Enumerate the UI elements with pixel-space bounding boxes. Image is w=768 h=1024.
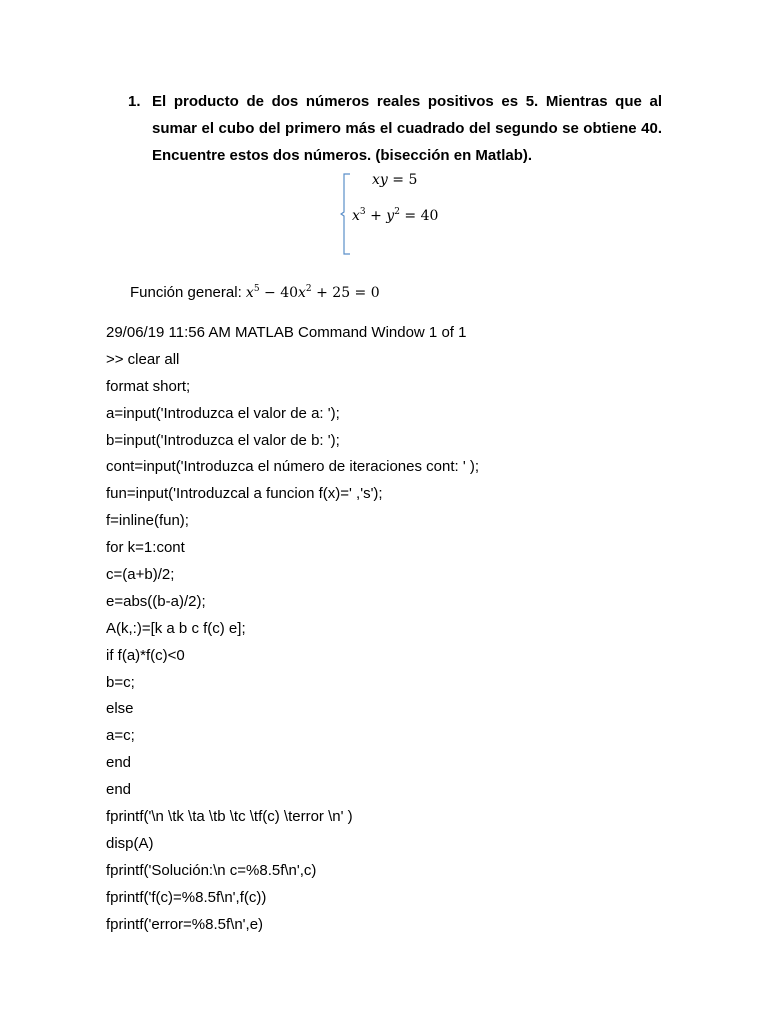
code-line: disp(A)	[106, 834, 154, 852]
general-exp1: 5	[253, 284, 260, 294]
eq2-y-exp: 2	[394, 207, 400, 217]
code-line: fprintf('\n \tk \ta \tb \tc \tf(c) \terror \n' )	[106, 808, 353, 826]
eq2-x-exp: 3	[359, 207, 366, 217]
eq1-rhs: 5	[408, 172, 418, 188]
code-line: else	[106, 700, 134, 718]
equation-system	[340, 170, 500, 260]
code-line: cont=input('Introduzca el número de iteraciones cont: ' );	[106, 458, 480, 476]
code-line: format short;	[106, 377, 191, 395]
code-line: A(k,:)=[k a b c f(c) e];	[106, 619, 246, 637]
code-line: a=c;	[106, 727, 135, 745]
code-line: end	[106, 754, 132, 772]
code-line: c=(a+b)/2;	[106, 566, 175, 584]
code-line: fprintf('Solución:\n c=%8.5f\n',c)	[106, 861, 317, 879]
general-x1: x	[245, 285, 254, 301]
general-equation	[246, 285, 380, 301]
eq2-op: =	[404, 208, 417, 224]
code-line: e=abs((b-a)/2);	[106, 592, 206, 610]
code-line: >> clear all	[106, 350, 180, 368]
code-line: b=input('Introduzca el valor de b: ');	[106, 431, 340, 449]
general-label: Función general:	[130, 284, 242, 301]
eq2-rhs: 40	[420, 208, 439, 224]
code-line: a=input('Introduzca el valor de a: ');	[106, 404, 340, 422]
general-function	[130, 284, 380, 301]
problem-text: El producto de dos números reales positivos es 5. Mientras que al sumar el cubo del primero más el cuadrado del segundo se obtiene 40. Encuentre estos dos números. (bisección en Matlab).	[152, 93, 662, 164]
problem-number: 1.	[128, 93, 141, 110]
code-line: fprintf('f(c)=%8.5f\n',f(c))	[106, 888, 267, 906]
code-line: b=c;	[106, 673, 135, 691]
matlab-code-block	[106, 320, 479, 938]
code-line: end	[106, 781, 132, 799]
general-rest: + 25 = 0	[311, 285, 380, 301]
eq1-op: =	[392, 172, 404, 188]
general-minus: − 40	[259, 285, 299, 301]
general-exp2: 2	[305, 284, 312, 294]
eq2-y: y	[386, 208, 395, 224]
code-line: f=inline(fun);	[106, 512, 189, 530]
code-line: if f(a)*f(c)<0	[106, 646, 185, 664]
equation-1	[372, 172, 417, 188]
eq2-x: x	[352, 208, 360, 224]
code-line: fun=input('Introduzcal a funcion f(x)=' ,'s');	[106, 485, 383, 503]
command-window-header: 29/06/19 11:56 AM MATLAB Command Window 1 of 1	[106, 324, 467, 341]
equation-2	[352, 208, 438, 224]
eq2-plus: +	[370, 208, 382, 224]
code-line: for k=1:cont	[106, 539, 185, 557]
code-line: fprintf('error=%8.5f\n',e)	[106, 915, 264, 933]
eq1-lhs: xy	[372, 172, 388, 188]
general-x2: x	[298, 285, 306, 301]
